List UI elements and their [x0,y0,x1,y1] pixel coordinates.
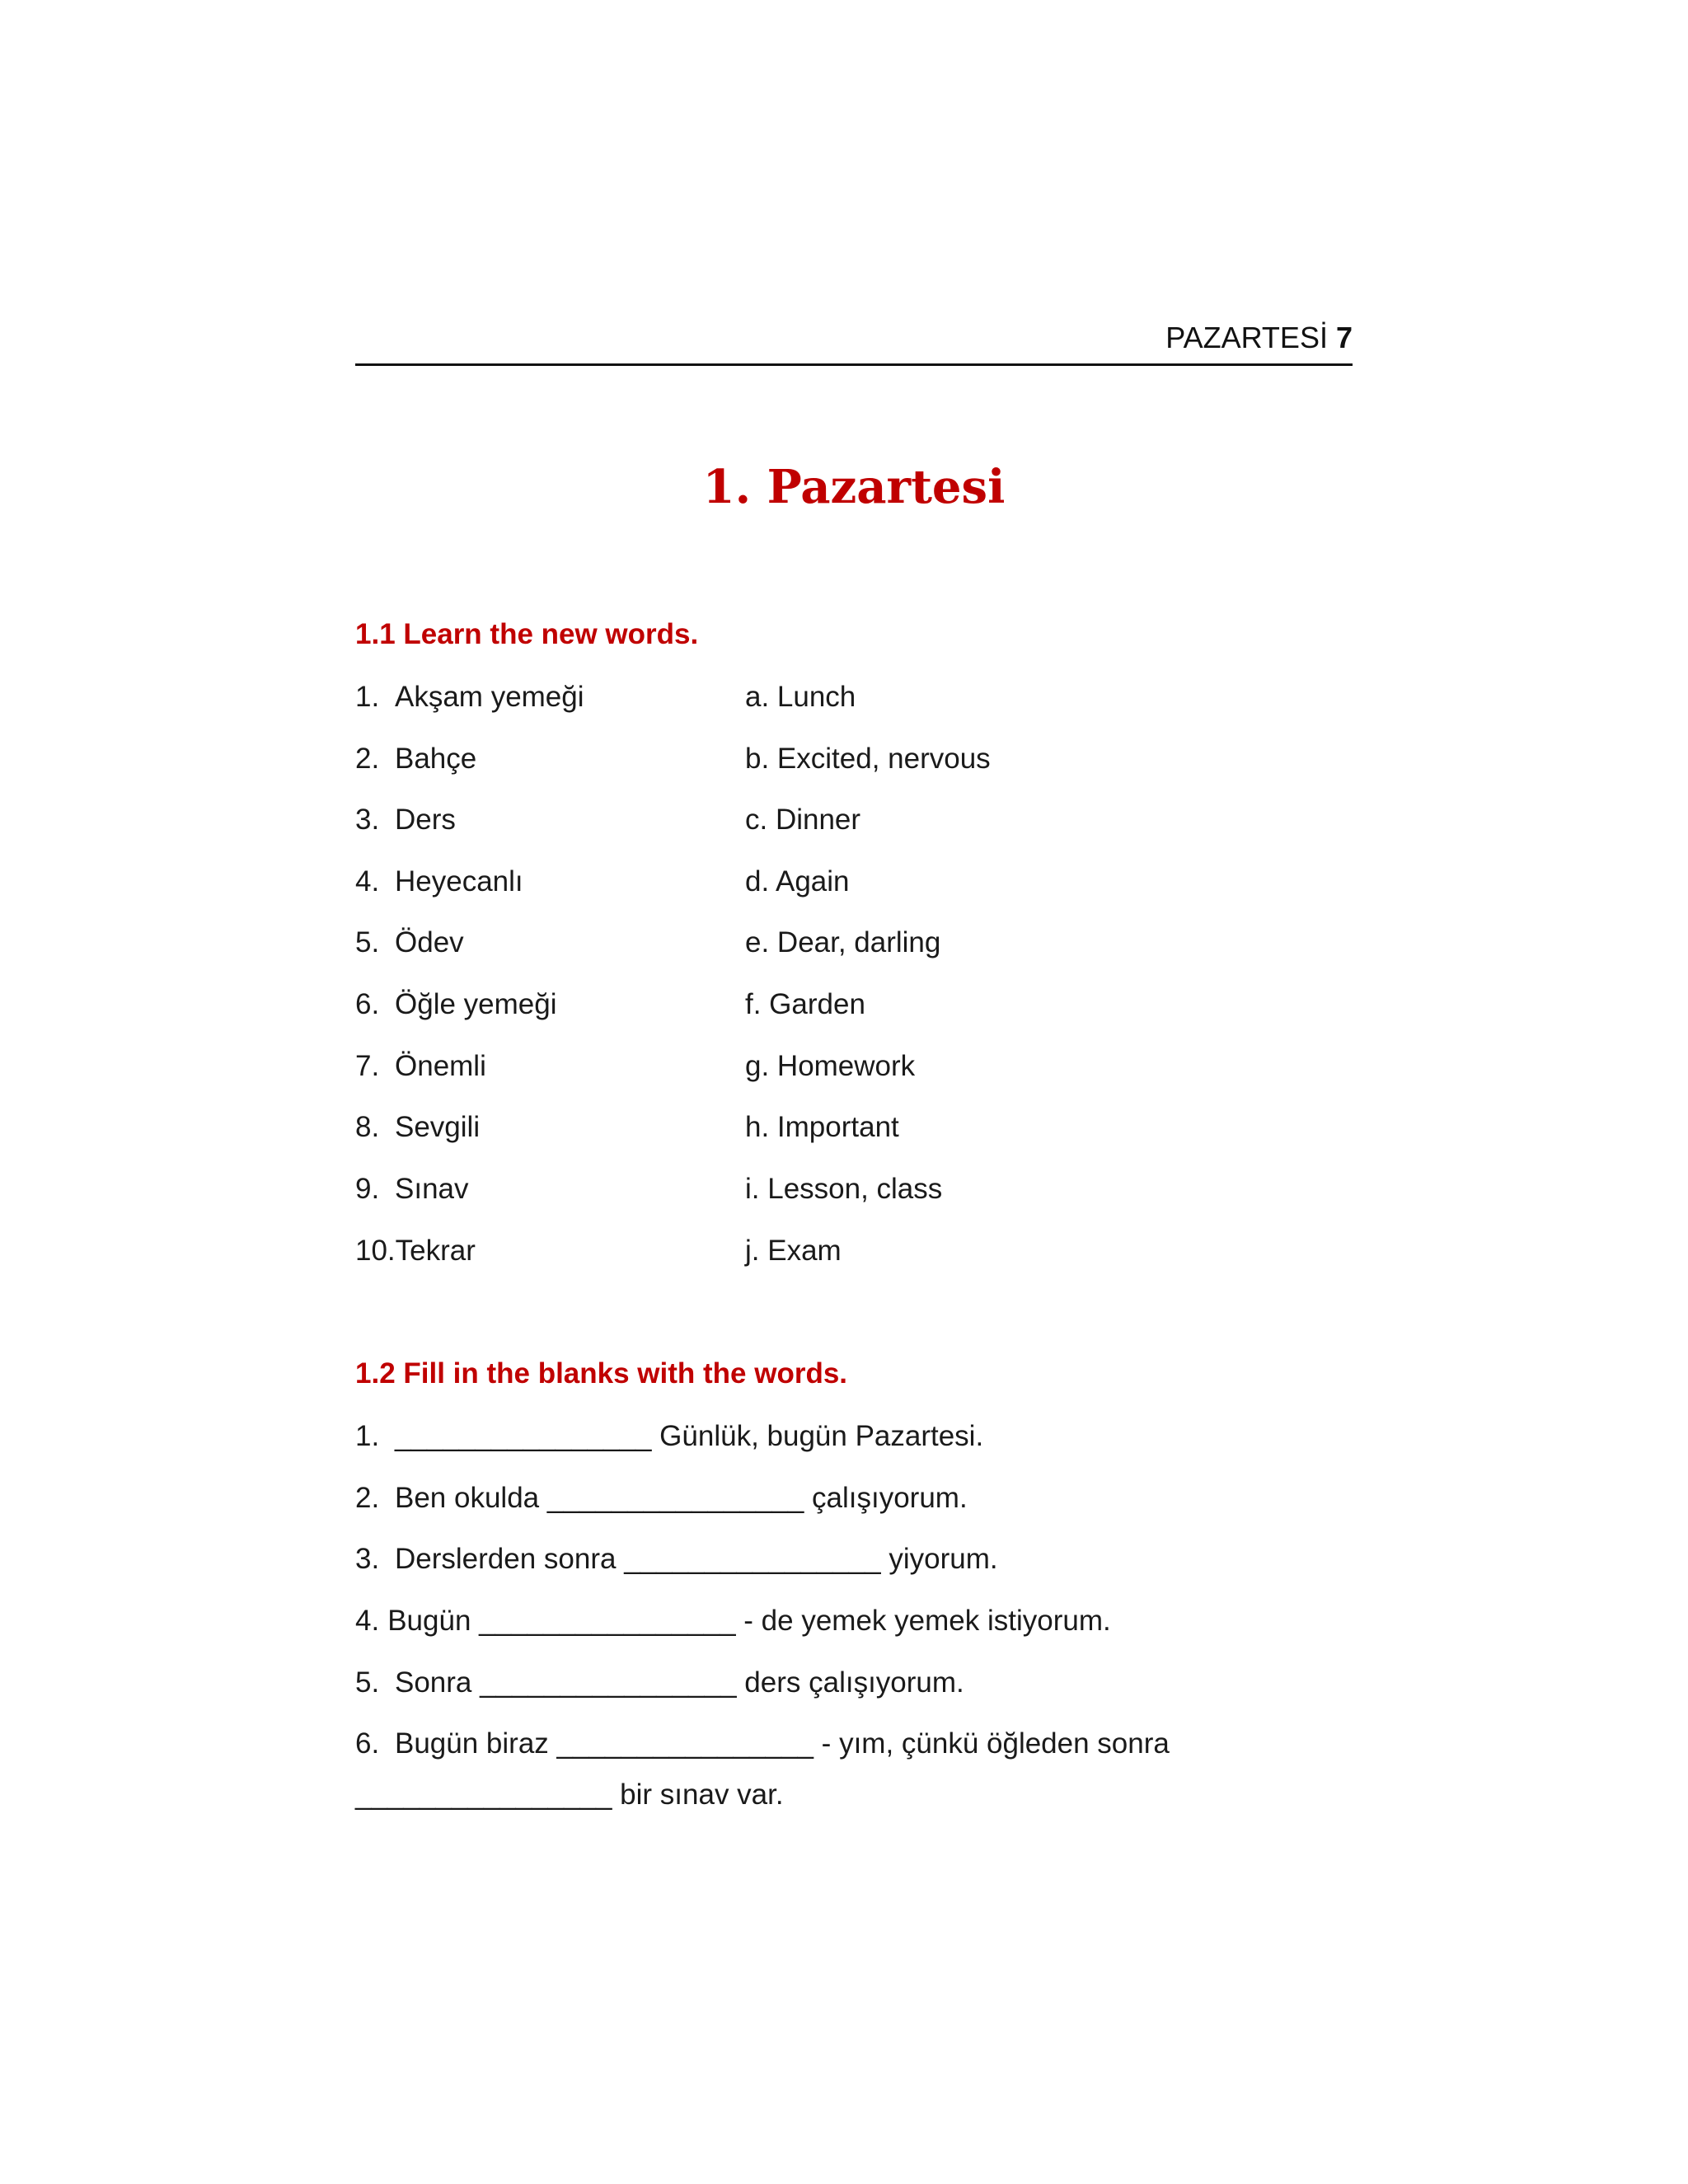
vocab-term: Ders [395,804,456,836]
vocab-row [355,797,1353,843]
fill-sentence [355,1721,1353,1767]
vocab-row [355,1228,1353,1274]
vocab-definition: h. Important [745,1111,899,1143]
vocab-row [355,982,1353,1028]
vocab-number: 4. [355,865,380,898]
vocab-term: 10.Tekrar [355,1235,476,1267]
vocab-term: Akşam yemeği [395,681,584,713]
vocab-definition: f. Garden [745,988,865,1020]
vocab-term: Sınav [395,1173,469,1205]
chapter-title: 1. Pazartesi [702,460,1006,514]
fill-sentence [355,1475,1353,1521]
header-rule [355,363,1353,366]
vocab-number: 5. [355,926,380,958]
vocab-number: 6. [355,988,380,1020]
fill-sentence [355,1660,1353,1706]
sentence-number: 5. [355,1666,380,1699]
vocab-number: 8. [355,1111,380,1143]
sentence-text: Ben okulda ________________ çalışıyorum. [395,1482,968,1514]
sentence-text: ________________ bir sınav var. [355,1779,784,1811]
fill-sentence-continuation [355,1772,1353,1818]
vocab-row [355,1043,1353,1090]
vocab-row [355,920,1353,966]
fill-sentence [355,1536,1353,1582]
vocab-definition: b. Excited, nervous [745,743,991,775]
vocab-term: Ödev [395,926,464,958]
fill-sentence [355,1413,1353,1460]
vocab-term: Öğle yemeği [395,988,557,1020]
vocab-term: Önemli [395,1050,486,1082]
section-heading-learn-words: 1.1 Learn the new words. [355,618,699,650]
vocab-term: Sevgili [395,1111,481,1143]
vocab-row [355,859,1353,905]
vocab-definition: d. Again [745,865,850,898]
vocab-definition: c. Dinner [745,804,861,836]
vocab-definition: a. Lunch [745,681,856,713]
vocab-definition: e. Dear, darling [745,926,941,958]
vocab-term: Heyecanlı [395,865,523,898]
sentence-number: 2. [355,1482,380,1514]
vocab-row [355,736,1353,782]
sentence-text: ________________ Günlük, bugün Pazartesi. [395,1420,984,1452]
running-header [355,320,1353,356]
vocab-row [355,1166,1353,1212]
vocab-definition: j. Exam [745,1235,842,1267]
vocab-row [355,674,1353,720]
vocab-number: 9. [355,1173,380,1205]
vocab-number: 1. [355,681,380,713]
fill-sentence [355,1598,1353,1644]
vocab-number: 7. [355,1050,380,1082]
vocab-term: Bahçe [395,743,477,775]
section-heading-fill-blanks: 1.2 Fill in the blanks with the words. [355,1357,848,1390]
vocab-number: 3. [355,804,380,836]
vocab-definition: i. Lesson, class [745,1173,943,1205]
sentence-number: 1. [355,1420,380,1452]
sentence-text: Derslerden sonra ________________ yiyorum. [395,1543,998,1575]
sentence-text: Bugün ________________ - de yemek yemek istiyorum. [387,1605,1111,1637]
sentence-number: 4. [355,1605,380,1637]
sentence-number: 3. [355,1543,380,1575]
sentence-number: 6. [355,1727,380,1760]
sentence-text: Bugün biraz ________________ - yım, çünkü öğleden sonra [395,1727,1170,1760]
vocab-number: 2. [355,743,380,775]
page-number: 7 [1335,321,1353,354]
running-header-title: PAZARTESİ [1165,321,1328,354]
vocab-row [355,1104,1353,1151]
sentence-text: Sonra ________________ ders çalışıyorum. [395,1666,964,1699]
vocab-definition: g. Homework [745,1050,916,1082]
